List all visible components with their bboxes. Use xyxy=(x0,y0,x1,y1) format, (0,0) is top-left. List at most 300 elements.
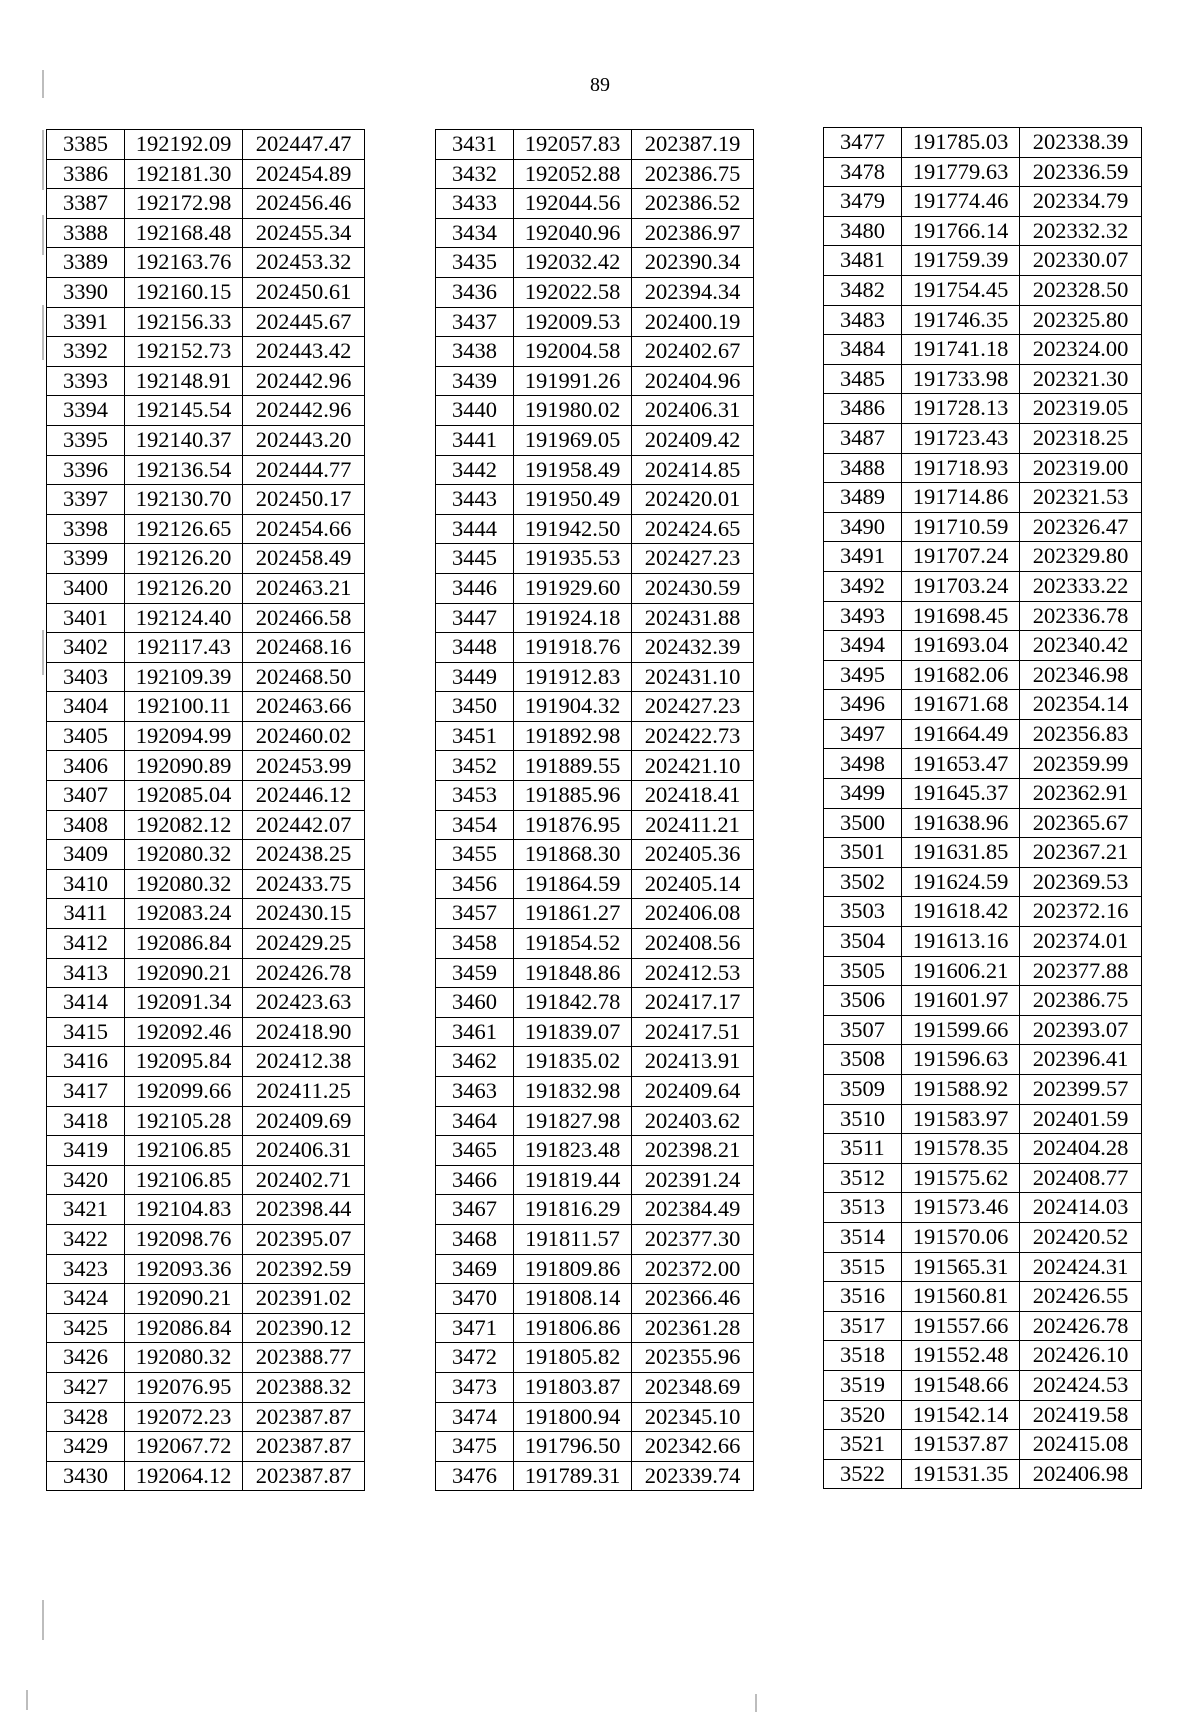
y-coordinate-cell: 202361.28 xyxy=(632,1313,754,1343)
point-id-cell: 3438 xyxy=(436,337,514,367)
table-row xyxy=(47,425,365,455)
point-id-cell: 3433 xyxy=(436,189,514,219)
point-id-cell: 3480 xyxy=(824,216,902,246)
x-coordinate-cell: 191710.59 xyxy=(902,512,1020,542)
point-id-cell: 3440 xyxy=(436,396,514,426)
point-id-cell: 3451 xyxy=(436,721,514,751)
y-coordinate-cell: 202328.50 xyxy=(1020,275,1142,305)
y-coordinate-cell: 202391.24 xyxy=(632,1165,754,1195)
table-row xyxy=(47,1284,365,1314)
y-coordinate-cell: 202354.14 xyxy=(1020,690,1142,720)
y-coordinate-cell: 202396.41 xyxy=(1020,1045,1142,1075)
point-id-cell: 3494 xyxy=(824,631,902,661)
point-id-cell: 3491 xyxy=(824,542,902,572)
table-row xyxy=(436,396,754,426)
y-coordinate-cell: 202420.01 xyxy=(632,485,754,515)
x-coordinate-cell: 192086.84 xyxy=(125,1313,243,1343)
x-coordinate-cell: 191785.03 xyxy=(902,128,1020,158)
table-row xyxy=(436,1224,754,1254)
x-coordinate-cell: 191842.78 xyxy=(514,988,632,1018)
point-id-cell: 3505 xyxy=(824,956,902,986)
point-id-cell: 3392 xyxy=(47,337,125,367)
table-row xyxy=(47,514,365,544)
x-coordinate-cell: 191714.86 xyxy=(902,483,1020,513)
y-coordinate-cell: 202384.49 xyxy=(632,1195,754,1225)
x-coordinate-cell: 192064.12 xyxy=(125,1461,243,1491)
y-coordinate-cell: 202404.28 xyxy=(1020,1134,1142,1164)
table-row xyxy=(47,1432,365,1462)
y-coordinate-cell: 202387.19 xyxy=(632,130,754,160)
table-row xyxy=(436,1047,754,1077)
y-coordinate-cell: 202424.31 xyxy=(1020,1252,1142,1282)
table-row xyxy=(47,130,365,160)
x-coordinate-cell: 191573.46 xyxy=(902,1193,1020,1223)
table-row xyxy=(436,840,754,870)
x-coordinate-cell: 191601.97 xyxy=(902,986,1020,1016)
y-coordinate-cell: 202326.47 xyxy=(1020,512,1142,542)
x-coordinate-cell: 191803.87 xyxy=(514,1372,632,1402)
table-row xyxy=(436,1254,754,1284)
point-id-cell: 3519 xyxy=(824,1370,902,1400)
table-row xyxy=(824,749,1142,779)
x-coordinate-cell: 192052.88 xyxy=(514,159,632,189)
x-coordinate-cell: 192172.98 xyxy=(125,189,243,219)
y-coordinate-cell: 202387.87 xyxy=(243,1461,365,1491)
x-coordinate-cell: 192126.20 xyxy=(125,544,243,574)
point-id-cell: 3520 xyxy=(824,1400,902,1430)
table-row xyxy=(436,929,754,959)
x-coordinate-cell: 191811.57 xyxy=(514,1224,632,1254)
table-row xyxy=(824,246,1142,276)
table-row xyxy=(47,1195,365,1225)
point-id-cell: 3400 xyxy=(47,573,125,603)
x-coordinate-cell: 191848.86 xyxy=(514,958,632,988)
point-id-cell: 3509 xyxy=(824,1075,902,1105)
table-row xyxy=(47,544,365,574)
x-coordinate-cell: 191653.47 xyxy=(902,749,1020,779)
point-id-cell: 3414 xyxy=(47,988,125,1018)
point-id-cell: 3386 xyxy=(47,159,125,189)
point-id-cell: 3394 xyxy=(47,396,125,426)
x-coordinate-cell: 192086.84 xyxy=(125,929,243,959)
y-coordinate-cell: 202430.59 xyxy=(632,573,754,603)
x-coordinate-cell: 192022.58 xyxy=(514,277,632,307)
table-row xyxy=(436,1165,754,1195)
point-id-cell: 3424 xyxy=(47,1284,125,1314)
point-id-cell: 3402 xyxy=(47,633,125,663)
x-coordinate-cell: 191854.52 xyxy=(514,929,632,959)
scan-margin-mark xyxy=(42,1600,44,1640)
point-id-cell: 3421 xyxy=(47,1195,125,1225)
point-id-cell: 3470 xyxy=(436,1284,514,1314)
point-id-cell: 3513 xyxy=(824,1193,902,1223)
point-id-cell: 3460 xyxy=(436,988,514,1018)
point-id-cell: 3434 xyxy=(436,218,514,248)
point-id-cell: 3515 xyxy=(824,1252,902,1282)
point-id-cell: 3512 xyxy=(824,1163,902,1193)
point-id-cell: 3417 xyxy=(47,1077,125,1107)
point-id-cell: 3492 xyxy=(824,571,902,601)
table-row xyxy=(436,899,754,929)
point-id-cell: 3467 xyxy=(436,1195,514,1225)
table-row xyxy=(47,1461,365,1491)
y-coordinate-cell: 202419.58 xyxy=(1020,1400,1142,1430)
x-coordinate-cell: 191552.48 xyxy=(902,1341,1020,1371)
y-coordinate-cell: 202424.53 xyxy=(1020,1370,1142,1400)
table-row xyxy=(824,187,1142,217)
x-coordinate-cell: 192044.56 xyxy=(514,189,632,219)
y-coordinate-cell: 202463.21 xyxy=(243,573,365,603)
x-coordinate-cell: 191942.50 xyxy=(514,514,632,544)
table-row xyxy=(47,869,365,899)
y-coordinate-cell: 202430.15 xyxy=(243,899,365,929)
x-coordinate-cell: 192168.48 xyxy=(125,218,243,248)
y-coordinate-cell: 202406.31 xyxy=(243,1136,365,1166)
point-id-cell: 3501 xyxy=(824,838,902,868)
point-id-cell: 3423 xyxy=(47,1254,125,1284)
y-coordinate-cell: 202392.59 xyxy=(243,1254,365,1284)
table-row xyxy=(436,573,754,603)
table-row xyxy=(436,1313,754,1343)
point-id-cell: 3496 xyxy=(824,690,902,720)
table-row xyxy=(436,1017,754,1047)
y-coordinate-cell: 202386.75 xyxy=(632,159,754,189)
x-coordinate-cell: 191682.06 xyxy=(902,660,1020,690)
x-coordinate-cell: 191876.95 xyxy=(514,810,632,840)
point-id-cell: 3463 xyxy=(436,1077,514,1107)
table-row xyxy=(824,1341,1142,1371)
table-row xyxy=(824,1134,1142,1164)
point-id-cell: 3387 xyxy=(47,189,125,219)
y-coordinate-cell: 202414.03 xyxy=(1020,1193,1142,1223)
y-coordinate-cell: 202432.39 xyxy=(632,633,754,663)
coordinate-table xyxy=(46,129,365,1491)
y-coordinate-cell: 202374.01 xyxy=(1020,927,1142,957)
x-coordinate-cell: 191631.85 xyxy=(902,838,1020,868)
point-id-cell: 3466 xyxy=(436,1165,514,1195)
table-row xyxy=(436,1106,754,1136)
y-coordinate-cell: 202336.59 xyxy=(1020,157,1142,187)
point-id-cell: 3507 xyxy=(824,1015,902,1045)
y-coordinate-cell: 202445.67 xyxy=(243,307,365,337)
y-coordinate-cell: 202334.79 xyxy=(1020,187,1142,217)
x-coordinate-cell: 191728.13 xyxy=(902,394,1020,424)
point-id-cell: 3441 xyxy=(436,425,514,455)
point-id-cell: 3388 xyxy=(47,218,125,248)
y-coordinate-cell: 202426.55 xyxy=(1020,1282,1142,1312)
point-id-cell: 3385 xyxy=(47,130,125,160)
x-coordinate-cell: 192080.32 xyxy=(125,1343,243,1373)
table-row xyxy=(824,897,1142,927)
y-coordinate-cell: 202418.41 xyxy=(632,781,754,811)
table-row xyxy=(436,662,754,692)
point-id-cell: 3418 xyxy=(47,1106,125,1136)
y-coordinate-cell: 202348.69 xyxy=(632,1372,754,1402)
y-coordinate-cell: 202409.69 xyxy=(243,1106,365,1136)
y-coordinate-cell: 202377.88 xyxy=(1020,956,1142,986)
table-row xyxy=(824,867,1142,897)
x-coordinate-cell: 191723.43 xyxy=(902,423,1020,453)
table-row xyxy=(824,1045,1142,1075)
x-coordinate-cell: 191800.94 xyxy=(514,1402,632,1432)
y-coordinate-cell: 202325.80 xyxy=(1020,305,1142,335)
point-id-cell: 3487 xyxy=(824,423,902,453)
x-coordinate-cell: 192095.84 xyxy=(125,1047,243,1077)
table-row xyxy=(436,781,754,811)
y-coordinate-cell: 202442.96 xyxy=(243,366,365,396)
y-coordinate-cell: 202408.56 xyxy=(632,929,754,959)
y-coordinate-cell: 202455.34 xyxy=(243,218,365,248)
x-coordinate-cell: 192098.76 xyxy=(125,1224,243,1254)
y-coordinate-cell: 202412.53 xyxy=(632,958,754,988)
scan-margin-mark xyxy=(42,305,44,360)
y-coordinate-cell: 202413.91 xyxy=(632,1047,754,1077)
page-number: 89 xyxy=(590,74,610,96)
x-coordinate-cell: 191774.46 xyxy=(902,187,1020,217)
table-row xyxy=(824,394,1142,424)
y-coordinate-cell: 202387.87 xyxy=(243,1432,365,1462)
table-row xyxy=(824,216,1142,246)
x-coordinate-cell: 191599.66 xyxy=(902,1015,1020,1045)
y-coordinate-cell: 202406.98 xyxy=(1020,1459,1142,1489)
x-coordinate-cell: 192156.33 xyxy=(125,307,243,337)
table-row xyxy=(824,986,1142,1016)
x-coordinate-cell: 192080.32 xyxy=(125,869,243,899)
table-row xyxy=(824,838,1142,868)
x-coordinate-cell: 191816.29 xyxy=(514,1195,632,1225)
table-row xyxy=(824,1015,1142,1045)
point-id-cell: 3396 xyxy=(47,455,125,485)
coordinate-table xyxy=(823,127,1142,1489)
table-row xyxy=(436,869,754,899)
y-coordinate-cell: 202418.90 xyxy=(243,1017,365,1047)
table-row xyxy=(824,631,1142,661)
table-row xyxy=(824,1282,1142,1312)
x-coordinate-cell: 192100.11 xyxy=(125,692,243,722)
x-coordinate-cell: 192136.54 xyxy=(125,455,243,485)
y-coordinate-cell: 202393.07 xyxy=(1020,1015,1142,1045)
table-row xyxy=(436,1195,754,1225)
x-coordinate-cell: 192181.30 xyxy=(125,159,243,189)
table-row xyxy=(47,633,365,663)
x-coordinate-cell: 192106.85 xyxy=(125,1136,243,1166)
point-id-cell: 3465 xyxy=(436,1136,514,1166)
table-row xyxy=(824,1163,1142,1193)
x-coordinate-cell: 192126.20 xyxy=(125,573,243,603)
table-row xyxy=(436,189,754,219)
table-row xyxy=(436,1402,754,1432)
x-coordinate-cell: 191889.55 xyxy=(514,751,632,781)
point-id-cell: 3439 xyxy=(436,366,514,396)
point-id-cell: 3399 xyxy=(47,544,125,574)
y-coordinate-cell: 202453.99 xyxy=(243,751,365,781)
point-id-cell: 3448 xyxy=(436,633,514,663)
table-row xyxy=(47,248,365,278)
y-coordinate-cell: 202390.34 xyxy=(632,248,754,278)
x-coordinate-cell: 191809.86 xyxy=(514,1254,632,1284)
y-coordinate-cell: 202406.31 xyxy=(632,396,754,426)
table-row xyxy=(824,1430,1142,1460)
y-coordinate-cell: 202427.23 xyxy=(632,544,754,574)
y-coordinate-cell: 202431.88 xyxy=(632,603,754,633)
table-row xyxy=(824,423,1142,453)
point-id-cell: 3522 xyxy=(824,1459,902,1489)
y-coordinate-cell: 202433.75 xyxy=(243,869,365,899)
table-row xyxy=(47,1077,365,1107)
table-row xyxy=(47,189,365,219)
table-row xyxy=(47,781,365,811)
point-id-cell: 3416 xyxy=(47,1047,125,1077)
x-coordinate-cell: 191754.45 xyxy=(902,275,1020,305)
y-coordinate-cell: 202446.12 xyxy=(243,781,365,811)
x-coordinate-cell: 192160.15 xyxy=(125,277,243,307)
point-id-cell: 3518 xyxy=(824,1341,902,1371)
y-coordinate-cell: 202372.16 xyxy=(1020,897,1142,927)
x-coordinate-cell: 191958.49 xyxy=(514,455,632,485)
point-id-cell: 3473 xyxy=(436,1372,514,1402)
point-id-cell: 3502 xyxy=(824,867,902,897)
point-id-cell: 3437 xyxy=(436,307,514,337)
table-row xyxy=(47,1165,365,1195)
x-coordinate-cell: 192067.72 xyxy=(125,1432,243,1462)
scan-margin-mark xyxy=(42,130,44,190)
y-coordinate-cell: 202443.42 xyxy=(243,337,365,367)
y-coordinate-cell: 202367.21 xyxy=(1020,838,1142,868)
point-id-cell: 3469 xyxy=(436,1254,514,1284)
table-row xyxy=(47,337,365,367)
table-row xyxy=(47,277,365,307)
point-id-cell: 3508 xyxy=(824,1045,902,1075)
point-id-cell: 3479 xyxy=(824,187,902,217)
x-coordinate-cell: 191819.44 xyxy=(514,1165,632,1195)
coordinate-table xyxy=(435,129,754,1491)
y-coordinate-cell: 202406.08 xyxy=(632,899,754,929)
x-coordinate-cell: 191733.98 xyxy=(902,364,1020,394)
x-coordinate-cell: 191929.60 xyxy=(514,573,632,603)
y-coordinate-cell: 202391.02 xyxy=(243,1284,365,1314)
y-coordinate-cell: 202426.78 xyxy=(243,958,365,988)
table-row xyxy=(824,690,1142,720)
point-id-cell: 3461 xyxy=(436,1017,514,1047)
y-coordinate-cell: 202395.07 xyxy=(243,1224,365,1254)
table-row xyxy=(47,1106,365,1136)
x-coordinate-cell: 191823.48 xyxy=(514,1136,632,1166)
point-id-cell: 3474 xyxy=(436,1402,514,1432)
point-id-cell: 3490 xyxy=(824,512,902,542)
y-coordinate-cell: 202456.46 xyxy=(243,189,365,219)
x-coordinate-cell: 191578.35 xyxy=(902,1134,1020,1164)
x-coordinate-cell: 191885.96 xyxy=(514,781,632,811)
x-coordinate-cell: 191606.21 xyxy=(902,956,1020,986)
table-row xyxy=(436,514,754,544)
table-row xyxy=(824,157,1142,187)
point-id-cell: 3495 xyxy=(824,660,902,690)
table-row xyxy=(47,1402,365,1432)
point-id-cell: 3419 xyxy=(47,1136,125,1166)
x-coordinate-cell: 192106.85 xyxy=(125,1165,243,1195)
x-coordinate-cell: 192072.23 xyxy=(125,1402,243,1432)
table-row xyxy=(47,1254,365,1284)
x-coordinate-cell: 192124.40 xyxy=(125,603,243,633)
table-row xyxy=(824,779,1142,809)
table-row xyxy=(436,277,754,307)
table-row xyxy=(47,1017,365,1047)
table-row xyxy=(824,305,1142,335)
point-id-cell: 3401 xyxy=(47,603,125,633)
x-coordinate-cell: 191596.63 xyxy=(902,1045,1020,1075)
y-coordinate-cell: 202421.10 xyxy=(632,751,754,781)
x-coordinate-cell: 192130.70 xyxy=(125,485,243,515)
y-coordinate-cell: 202338.39 xyxy=(1020,128,1142,158)
y-coordinate-cell: 202319.05 xyxy=(1020,394,1142,424)
point-id-cell: 3422 xyxy=(47,1224,125,1254)
point-id-cell: 3431 xyxy=(436,130,514,160)
x-coordinate-cell: 191759.39 xyxy=(902,246,1020,276)
x-coordinate-cell: 191808.14 xyxy=(514,1284,632,1314)
table-row xyxy=(824,956,1142,986)
y-coordinate-cell: 202330.07 xyxy=(1020,246,1142,276)
table-row xyxy=(824,1222,1142,1252)
point-id-cell: 3443 xyxy=(436,485,514,515)
x-coordinate-cell: 191924.18 xyxy=(514,603,632,633)
x-coordinate-cell: 191560.81 xyxy=(902,1282,1020,1312)
table-row xyxy=(47,692,365,722)
point-id-cell: 3510 xyxy=(824,1104,902,1134)
y-coordinate-cell: 202450.17 xyxy=(243,485,365,515)
x-coordinate-cell: 192104.83 xyxy=(125,1195,243,1225)
x-coordinate-cell: 191671.68 xyxy=(902,690,1020,720)
table-row xyxy=(436,130,754,160)
table-row xyxy=(824,601,1142,631)
y-coordinate-cell: 202468.50 xyxy=(243,662,365,692)
table-row xyxy=(436,633,754,663)
table-row xyxy=(824,275,1142,305)
y-coordinate-cell: 202355.96 xyxy=(632,1343,754,1373)
y-coordinate-cell: 202411.21 xyxy=(632,810,754,840)
point-id-cell: 3410 xyxy=(47,869,125,899)
scan-margin-mark xyxy=(755,1694,757,1712)
y-coordinate-cell: 202400.19 xyxy=(632,307,754,337)
y-coordinate-cell: 202386.97 xyxy=(632,218,754,248)
table-row xyxy=(436,307,754,337)
x-coordinate-cell: 191548.66 xyxy=(902,1370,1020,1400)
x-coordinate-cell: 192117.43 xyxy=(125,633,243,663)
point-id-cell: 3426 xyxy=(47,1343,125,1373)
y-coordinate-cell: 202460.02 xyxy=(243,721,365,751)
x-coordinate-cell: 191839.07 xyxy=(514,1017,632,1047)
x-coordinate-cell: 191766.14 xyxy=(902,216,1020,246)
y-coordinate-cell: 202369.53 xyxy=(1020,867,1142,897)
x-coordinate-cell: 192004.58 xyxy=(514,337,632,367)
point-id-cell: 3450 xyxy=(436,692,514,722)
point-id-cell: 3483 xyxy=(824,305,902,335)
table-row xyxy=(47,396,365,426)
x-coordinate-cell: 192090.89 xyxy=(125,751,243,781)
x-coordinate-cell: 192082.12 xyxy=(125,810,243,840)
point-id-cell: 3404 xyxy=(47,692,125,722)
x-coordinate-cell: 191588.92 xyxy=(902,1075,1020,1105)
table-row xyxy=(47,988,365,1018)
point-id-cell: 3514 xyxy=(824,1222,902,1252)
table-row xyxy=(824,1075,1142,1105)
point-id-cell: 3499 xyxy=(824,779,902,809)
x-coordinate-cell: 191570.06 xyxy=(902,1222,1020,1252)
y-coordinate-cell: 202403.62 xyxy=(632,1106,754,1136)
y-coordinate-cell: 202340.42 xyxy=(1020,631,1142,661)
table-row xyxy=(47,485,365,515)
y-coordinate-cell: 202321.53 xyxy=(1020,483,1142,513)
x-coordinate-cell: 191935.53 xyxy=(514,544,632,574)
